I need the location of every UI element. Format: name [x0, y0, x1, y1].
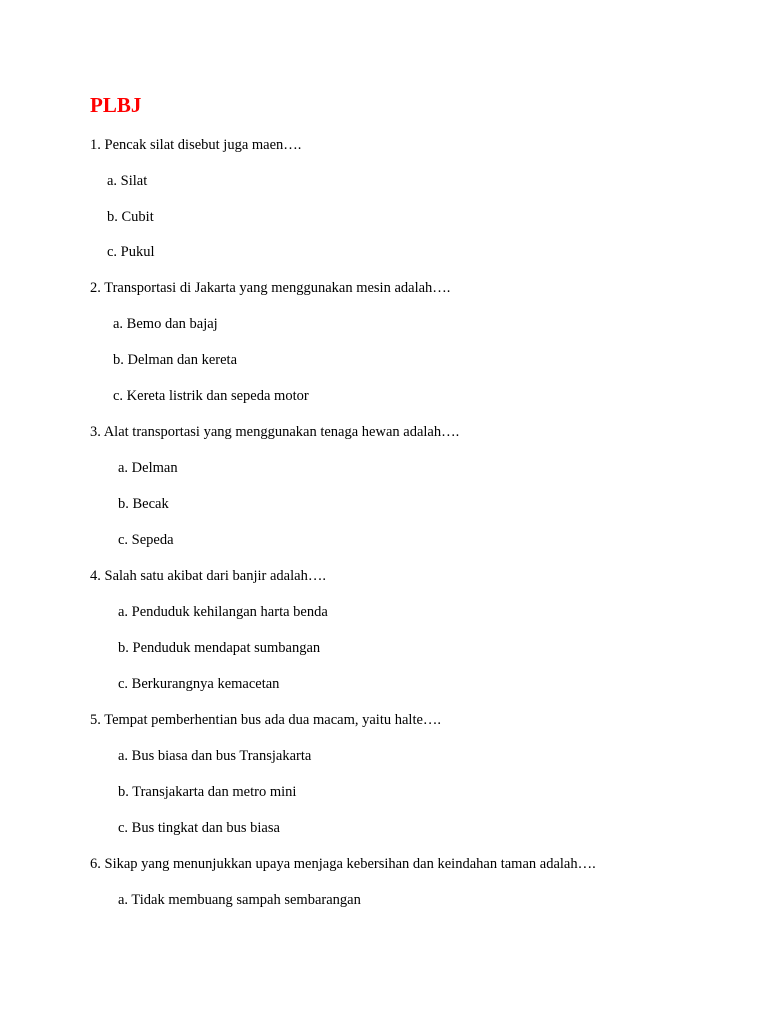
question-6: 6. Sikap yang menunjukkan upaya menjaga kebersihan dan keindahan taman adalah…. — [90, 856, 596, 872]
question-4-option-a: a. Penduduk kehilangan harta benda — [118, 604, 328, 620]
question-3-option-b: b. Becak — [118, 496, 169, 512]
question-1-option-b: b. Cubit — [107, 209, 154, 225]
question-4: 4. Salah satu akibat dari banjir adalah…. — [90, 568, 326, 584]
question-3-option-c: c. Sepeda — [118, 532, 174, 548]
question-3-option-a: a. Delman — [118, 460, 178, 476]
question-4-option-c: c. Berkurangnya kemacetan — [118, 676, 280, 692]
question-3: 3. Alat transportasi yang menggunakan tenaga hewan adalah…. — [90, 424, 460, 440]
question-4-option-b: b. Penduduk mendapat sumbangan — [118, 640, 321, 656]
question-5-option-c: c. Bus tingkat dan bus biasa — [118, 820, 280, 836]
question-2-option-c: c. Kereta listrik dan sepeda motor — [113, 388, 309, 404]
question-2-option-b: b. Delman dan kereta — [113, 352, 238, 368]
question-2-option-a: a. Bemo dan bajaj — [113, 316, 218, 332]
question-5-option-a: a. Bus biasa dan bus Transjakarta — [118, 748, 312, 764]
question-1: 1. Pencak silat disebut juga maen…. — [90, 137, 302, 153]
question-5: 5. Tempat pemberhentian bus ada dua macam, yaitu halte…. — [90, 712, 442, 728]
question-5-option-b: b. Transjakarta dan metro mini — [118, 784, 297, 800]
question-1-option-c: c. Pukul — [107, 244, 155, 260]
question-1-option-a: a. Silat — [107, 173, 148, 189]
question-2: 2. Transportasi di Jakarta yang menggunakan mesin adalah…. — [90, 280, 451, 296]
question-6-option-a: a. Tidak membuang sampah sembarangan — [118, 892, 361, 908]
document-title: PLBJ — [90, 93, 142, 117]
